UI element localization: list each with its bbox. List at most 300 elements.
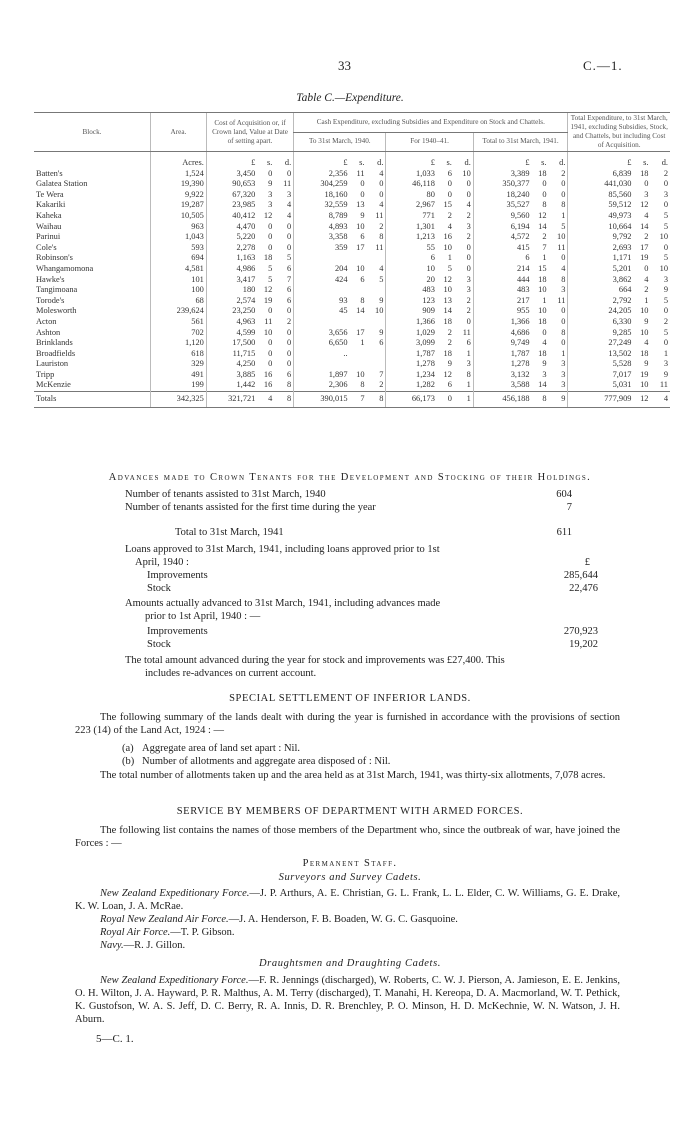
shillings-cell: 18 bbox=[538, 274, 547, 284]
block-name: Lauriston bbox=[36, 359, 69, 369]
navy-label: Navy. bbox=[100, 940, 124, 951]
nzef2-names: —F. R. Jennings (discharged), W. Roberts, C. W. J. Pierson, A. Jamieson, E. E. Jenkins, O. H. Wilton, J. A. Hayward, P. R. Malthus, A. M. Terry (discharged), T. Manahi, H. Kereopa, D. A. Macmorland, W. T. Pethick, K. Gustofson, W. A. S. Jeff, D. C. Berry, R. A. Innis, D. R. Brenchley, P. O. Minson, H. D. McKechnie, W. N. Watson, J. H. Aburn. bbox=[75, 975, 621, 1025]
shillings-cell: 15 bbox=[443, 200, 452, 210]
pounds-cell: 1,029 bbox=[386, 328, 437, 339]
pence-cell: 0 bbox=[287, 168, 292, 178]
area-acres: 68 bbox=[151, 296, 207, 307]
pounds-cell: 11,715 bbox=[206, 349, 257, 360]
raf-entry bbox=[75, 926, 620, 939]
pounds-cell: 9,285 bbox=[568, 328, 634, 339]
pence-cell: 5 bbox=[379, 274, 384, 284]
shillings-cell: 5 bbox=[447, 263, 452, 273]
totals-to1940-shillings: 7 bbox=[350, 392, 367, 408]
shillings-cell: 1 bbox=[360, 338, 365, 348]
pence-cell: 4 bbox=[379, 168, 384, 178]
shillings-cell: 11 bbox=[356, 168, 365, 178]
table-row bbox=[34, 338, 670, 349]
pence-cell: 2 bbox=[561, 168, 566, 178]
shillings-cell: 9 bbox=[447, 359, 452, 369]
advances-total-line2: includes re-advances on current account. bbox=[145, 668, 317, 679]
block-name: Tripp bbox=[36, 369, 55, 379]
unit-pounds: £ bbox=[568, 152, 634, 169]
table-row bbox=[34, 380, 670, 391]
currency-symbol: £ bbox=[584, 557, 590, 568]
area-acres: 561 bbox=[151, 317, 207, 328]
totals-row bbox=[34, 392, 670, 408]
totals-to1940-pence: 8 bbox=[367, 392, 386, 408]
armed-forces-heading: SERVICE BY MEMBERS OF DEPARTMENT WITH ARMED FORCES. bbox=[176, 806, 524, 817]
pounds-cell: 4,686 bbox=[473, 328, 531, 339]
raf-label: Royal Air Force. bbox=[100, 927, 171, 938]
pence-cell: 0 bbox=[663, 179, 668, 189]
shillings-cell: 19 bbox=[263, 295, 273, 305]
totals-label: Totals bbox=[34, 392, 151, 408]
pounds-cell: .. bbox=[294, 349, 350, 360]
pounds-cell: 35,527 bbox=[473, 200, 531, 211]
pence-cell: 8 bbox=[561, 200, 566, 210]
block-name: Molesworth bbox=[36, 306, 77, 316]
table-row bbox=[34, 275, 670, 286]
pence-cell: 0 bbox=[287, 327, 292, 337]
shillings-cell: 0 bbox=[542, 179, 547, 189]
pounds-cell: 214 bbox=[473, 264, 531, 275]
table-row bbox=[34, 211, 670, 222]
pence-cell: 2 bbox=[379, 380, 384, 390]
pounds-cell: 20 bbox=[386, 275, 437, 286]
table-row bbox=[34, 317, 670, 328]
amounts-improvements-value: 270,923 bbox=[563, 626, 598, 637]
pounds-cell: 955 bbox=[473, 306, 531, 317]
pence-cell: 10 bbox=[557, 232, 566, 242]
pounds-cell: 1,301 bbox=[386, 222, 437, 233]
shillings-cell: 7 bbox=[542, 242, 547, 252]
area-acres: 963 bbox=[151, 222, 207, 233]
shillings-cell: 11 bbox=[264, 316, 273, 326]
table-row bbox=[34, 328, 670, 339]
pounds-cell: 49,973 bbox=[568, 211, 634, 222]
shillings-cell: 10 bbox=[640, 327, 649, 337]
unit-pounds: £ bbox=[473, 152, 531, 169]
pence-cell: 7 bbox=[379, 369, 384, 379]
pounds-cell: 24,205 bbox=[568, 306, 634, 317]
pence-cell: 4 bbox=[287, 200, 292, 210]
pence-cell: 6 bbox=[287, 263, 292, 273]
shillings-cell: 4 bbox=[644, 338, 649, 348]
pence-cell: 9 bbox=[663, 285, 668, 295]
special-item-a-label: (a) bbox=[122, 743, 134, 754]
pence-cell: 5 bbox=[663, 221, 668, 231]
pence-cell: 5 bbox=[663, 210, 668, 220]
pounds-cell: 1,442 bbox=[206, 380, 257, 391]
block-name: Ashton bbox=[36, 327, 61, 337]
pounds-cell: 59,512 bbox=[568, 200, 634, 211]
pence-cell: 0 bbox=[287, 242, 292, 252]
area-acres: 702 bbox=[151, 328, 207, 339]
shillings-cell: 14 bbox=[538, 221, 547, 231]
surveyors-heading: Surveyors and Survey Cadets. bbox=[278, 872, 422, 883]
pence-cell: 10 bbox=[462, 168, 471, 178]
shillings-cell: 8 bbox=[542, 200, 547, 210]
shillings-cell: 18 bbox=[263, 253, 273, 263]
table-row bbox=[34, 200, 670, 211]
block-name: Kakariki bbox=[36, 200, 66, 210]
unit-pence: d. bbox=[559, 158, 566, 167]
pounds-cell: 1,366 bbox=[386, 317, 437, 328]
pence-cell: 0 bbox=[287, 221, 292, 231]
totals-for1940-pounds: 66,173 bbox=[386, 392, 437, 408]
pounds-cell: 45 bbox=[294, 306, 350, 317]
pounds-cell: 2,967 bbox=[386, 200, 437, 211]
shillings-cell: 10 bbox=[356, 221, 365, 231]
amounts-label-line2: prior to 1st April, 1940 : — bbox=[145, 611, 261, 622]
totals-cost-pounds: 321,721 bbox=[206, 392, 257, 408]
pence-cell: 1 bbox=[663, 348, 668, 358]
shillings-cell: 19 bbox=[640, 369, 649, 379]
special-item-b: Number of allotments and aggregate area disposed of : Nil. bbox=[142, 756, 391, 767]
shillings-cell: 3 bbox=[644, 189, 649, 199]
pence-cell: 3 bbox=[466, 221, 471, 231]
pounds-cell: 6 bbox=[386, 253, 437, 264]
pounds-cell: 483 bbox=[386, 285, 437, 296]
tenants-1940-label: Number of tenants assisted to 31st March, 1940 bbox=[125, 489, 326, 500]
table-row bbox=[34, 285, 670, 296]
totals-grand-pounds: 777,909 bbox=[568, 392, 634, 408]
nzef-draughtsmen-entry bbox=[75, 974, 620, 1026]
pence-cell: 0 bbox=[561, 306, 566, 316]
pounds-cell: 4,893 bbox=[294, 222, 350, 233]
shillings-cell: 12 bbox=[263, 210, 273, 220]
pence-cell: 6 bbox=[287, 285, 292, 295]
pounds-cell: 2,693 bbox=[568, 243, 634, 254]
pounds-cell: 5,031 bbox=[568, 380, 634, 391]
shillings-cell: 9 bbox=[542, 359, 547, 369]
shillings-cell: 0 bbox=[268, 306, 273, 316]
header-total: Total Expenditure, to 31st March, 1941, excluding Subsidies, Stock, and Chattels, but including Cost of Acquisition. bbox=[568, 113, 670, 152]
shillings-cell: 0 bbox=[268, 232, 273, 242]
totals-cost-shillings: 4 bbox=[257, 392, 274, 408]
pounds-cell: 10 bbox=[386, 264, 437, 275]
pounds-cell: 6,194 bbox=[473, 222, 531, 233]
pence-cell: 8 bbox=[561, 274, 566, 284]
pence-cell: 11 bbox=[375, 242, 384, 252]
units-row bbox=[34, 152, 670, 169]
block-name: Broadfields bbox=[36, 348, 76, 358]
pounds-cell: 5,220 bbox=[206, 232, 257, 243]
pence-cell: 3 bbox=[466, 285, 471, 295]
pounds-cell: 85,560 bbox=[568, 190, 634, 201]
shillings-cell: 10 bbox=[538, 285, 547, 295]
pence-cell: 5 bbox=[287, 253, 292, 263]
shillings-cell: 1 bbox=[447, 253, 452, 263]
pence-cell: 0 bbox=[379, 189, 384, 199]
area-acres: 19,390 bbox=[151, 179, 207, 190]
pence-cell: 3 bbox=[663, 274, 668, 284]
shillings-cell: 12 bbox=[538, 210, 547, 220]
shillings-cell: 16 bbox=[263, 380, 273, 390]
special-closing: The total number of allotments taken up and the area held as at 31st March, 1941, was thirty-six allotments, 7,078 acres. bbox=[100, 770, 606, 781]
shillings-cell: 9 bbox=[644, 359, 649, 369]
pence-cell: 0 bbox=[663, 242, 668, 252]
unit-shillings: s. bbox=[266, 158, 273, 167]
pence-cell: 5 bbox=[663, 253, 668, 263]
pounds-cell: 9,560 bbox=[473, 211, 531, 222]
block-name: Kaheka bbox=[36, 210, 62, 220]
pounds-cell: 444 bbox=[473, 275, 531, 286]
shillings-cell: 9 bbox=[360, 210, 365, 220]
shillings-cell: 2 bbox=[542, 232, 547, 242]
pence-cell: 6 bbox=[466, 338, 471, 348]
shillings-cell: 17 bbox=[356, 327, 365, 337]
block-name: Cole's bbox=[36, 242, 57, 252]
pounds-cell: 483 bbox=[473, 285, 531, 296]
shillings-cell: 10 bbox=[356, 369, 365, 379]
pence-cell: 0 bbox=[561, 316, 566, 326]
totals-area: 342,325 bbox=[151, 392, 207, 408]
pounds-cell: 1,787 bbox=[386, 349, 437, 360]
unit-pence: d. bbox=[464, 158, 471, 167]
shillings-cell: 14 bbox=[356, 306, 365, 316]
shillings-cell: 18 bbox=[640, 168, 649, 178]
pounds-cell: 6 bbox=[473, 253, 531, 264]
pence-cell: 6 bbox=[287, 295, 292, 305]
block-name: Whangamomona bbox=[36, 263, 94, 273]
pence-cell: 5 bbox=[663, 295, 668, 305]
pounds-cell: 3,132 bbox=[473, 370, 531, 381]
header-for-1940-41: For 1940–41. bbox=[386, 132, 473, 152]
shillings-cell: 1 bbox=[542, 295, 547, 305]
pounds-cell: 2,792 bbox=[568, 296, 634, 307]
pounds-cell: 304,259 bbox=[294, 179, 350, 190]
shillings-cell: 2 bbox=[447, 210, 452, 220]
shillings-cell: 3 bbox=[542, 369, 547, 379]
pence-cell: 0 bbox=[561, 253, 566, 263]
pounds-cell: 3,450 bbox=[206, 169, 257, 180]
shillings-cell: 4 bbox=[542, 338, 547, 348]
tenants-total-label: Total to 31st March, 1941 bbox=[175, 527, 284, 538]
pence-cell: 3 bbox=[466, 274, 471, 284]
header-block: Block. bbox=[34, 113, 151, 152]
pounds-cell: 18,240 bbox=[473, 190, 531, 201]
shillings-cell: 9 bbox=[268, 179, 273, 189]
unit-pounds: £ bbox=[386, 152, 437, 169]
header-area: Area. bbox=[151, 113, 207, 152]
table-row bbox=[34, 243, 670, 254]
pounds-cell: 90,653 bbox=[206, 179, 257, 190]
table-row bbox=[34, 359, 670, 370]
pence-cell bbox=[367, 253, 386, 264]
pence-cell: 4 bbox=[379, 200, 384, 210]
header-cash-group: Cash Expenditure, excluding Subsidies and Expenditure on Stock and Chattels. bbox=[294, 113, 568, 133]
pence-cell: 3 bbox=[561, 369, 566, 379]
totals-grand-pence: 4 bbox=[650, 392, 670, 408]
shillings-cell: 0 bbox=[268, 242, 273, 252]
pence-cell: 4 bbox=[287, 210, 292, 220]
table-row bbox=[34, 222, 670, 233]
pounds-cell: 359 bbox=[294, 243, 350, 254]
pence-cell: 0 bbox=[663, 338, 668, 348]
pence-cell: 0 bbox=[466, 316, 471, 326]
shillings-cell: 10 bbox=[640, 306, 649, 316]
area-acres: 4,581 bbox=[151, 264, 207, 275]
pounds-cell: 204 bbox=[294, 264, 350, 275]
unit-shillings: s. bbox=[643, 158, 649, 167]
pounds-cell: 1,234 bbox=[386, 370, 437, 381]
shillings-cell bbox=[350, 253, 367, 264]
pounds-cell: 1,171 bbox=[568, 253, 634, 264]
shillings-cell: 0 bbox=[644, 263, 649, 273]
pounds-cell bbox=[294, 253, 350, 264]
shillings-cell: 18 bbox=[443, 348, 452, 358]
pence-cell: 10 bbox=[659, 263, 668, 273]
pounds-cell: 6,330 bbox=[568, 317, 634, 328]
loans-improvements-label: Improvements bbox=[147, 570, 208, 581]
block-name: Batten's bbox=[36, 168, 63, 178]
area-acres: 618 bbox=[151, 349, 207, 360]
pounds-cell: 1,213 bbox=[386, 232, 437, 243]
table-row bbox=[34, 370, 670, 381]
pounds-cell: 80 bbox=[386, 190, 437, 201]
pence-cell: 10 bbox=[375, 306, 384, 316]
pounds-cell: 93 bbox=[294, 296, 350, 307]
pence-cell: 6 bbox=[379, 338, 384, 348]
shillings-cell: 4 bbox=[447, 221, 452, 231]
pence-cell: 0 bbox=[287, 348, 292, 358]
shillings-cell: 3 bbox=[268, 189, 273, 199]
nzef-surveyors-entry bbox=[75, 887, 620, 913]
loans-improvements-value: 285,644 bbox=[563, 570, 598, 581]
expenditure-table bbox=[34, 112, 670, 408]
tenants-first-label: Number of tenants assisted for the first time during the year bbox=[125, 502, 376, 513]
pounds-cell: 1,282 bbox=[386, 380, 437, 391]
pence-cell: 0 bbox=[379, 179, 384, 189]
pence-cell: 3 bbox=[466, 359, 471, 369]
shillings-cell: 0 bbox=[447, 179, 452, 189]
shillings-cell: 8 bbox=[360, 380, 365, 390]
shillings-cell: 1 bbox=[542, 253, 547, 263]
pence-cell: 9 bbox=[379, 295, 384, 305]
shillings-cell: 8 bbox=[360, 295, 365, 305]
block-name: Acton bbox=[36, 316, 57, 326]
pence-cell: 3 bbox=[561, 380, 566, 390]
pence-cell: 2 bbox=[466, 306, 471, 316]
loans-stock-label: Stock bbox=[147, 583, 171, 594]
raf-names: —T. P. Gibson. bbox=[170, 927, 235, 938]
navy-entry bbox=[75, 939, 620, 952]
loans-stock-value: 22,476 bbox=[569, 583, 598, 594]
block-name: Brinklands bbox=[36, 338, 73, 348]
pence-cell: 3 bbox=[663, 359, 668, 369]
area-acres: 19,287 bbox=[151, 200, 207, 211]
pence-cell: 0 bbox=[466, 253, 471, 263]
pence-cell: 8 bbox=[287, 380, 292, 390]
totals-to1941-pounds: 456,188 bbox=[473, 392, 531, 408]
nzef-label: New Zealand Expeditionary Force. bbox=[100, 888, 250, 899]
pence-cell: 11 bbox=[375, 210, 384, 220]
rnzaf-label: Royal New Zealand Air Force. bbox=[100, 914, 229, 925]
area-acres: 10,505 bbox=[151, 211, 207, 222]
pence-cell bbox=[367, 359, 386, 370]
shillings-cell: 0 bbox=[268, 338, 273, 348]
shillings-cell: 10 bbox=[538, 306, 547, 316]
pounds-cell: 5,201 bbox=[568, 264, 634, 275]
pounds-cell: 664 bbox=[568, 285, 634, 296]
amounts-stock-value: 19,202 bbox=[569, 639, 598, 650]
pounds-cell: 23,250 bbox=[206, 306, 257, 317]
pounds-cell: 2,574 bbox=[206, 296, 257, 307]
pence-cell: 5 bbox=[561, 221, 566, 231]
pence-cell: 9 bbox=[663, 369, 668, 379]
shillings-cell: 9 bbox=[644, 316, 649, 326]
shillings-cell: 14 bbox=[443, 306, 452, 316]
pence-cell: 1 bbox=[561, 348, 566, 358]
pounds-cell: 2,278 bbox=[206, 243, 257, 254]
block-name: Hawke's bbox=[36, 274, 65, 284]
shillings-cell: 0 bbox=[360, 189, 365, 199]
totals-cost-pence: 8 bbox=[274, 392, 293, 408]
pence-cell bbox=[367, 285, 386, 296]
pence-cell: 10 bbox=[659, 232, 668, 242]
pence-cell: 0 bbox=[561, 338, 566, 348]
pounds-cell: 9,749 bbox=[473, 338, 531, 349]
pence-cell: 0 bbox=[466, 242, 471, 252]
table-row bbox=[34, 253, 670, 264]
tenants-total-value: 611 bbox=[556, 527, 572, 538]
shillings-cell: 10 bbox=[443, 242, 452, 252]
pounds-cell: 10,664 bbox=[568, 222, 634, 233]
shillings-cell: 2 bbox=[644, 285, 649, 295]
shillings-cell: 6 bbox=[447, 168, 452, 178]
block-name: Galatea Station bbox=[36, 179, 88, 189]
pence-cell: 2 bbox=[466, 295, 471, 305]
pounds-cell: 40,412 bbox=[206, 211, 257, 222]
shillings-cell: 17 bbox=[640, 242, 649, 252]
unit-shillings: s. bbox=[446, 158, 452, 167]
area-acres: 100 bbox=[151, 285, 207, 296]
block-name: Parinui bbox=[36, 232, 61, 242]
table-row bbox=[34, 232, 670, 243]
pence-cell: 8 bbox=[466, 369, 471, 379]
pence-cell: 0 bbox=[287, 359, 292, 369]
pence-cell: 0 bbox=[466, 189, 471, 199]
shillings-cell bbox=[350, 359, 367, 370]
pounds-cell: 123 bbox=[386, 296, 437, 307]
shillings-cell: 2 bbox=[447, 338, 452, 348]
pence-cell: 0 bbox=[466, 179, 471, 189]
pence-cell: 0 bbox=[663, 306, 668, 316]
pounds-cell: 4,599 bbox=[206, 328, 257, 339]
table-row bbox=[34, 306, 670, 317]
pence-cell bbox=[367, 349, 386, 360]
table-row bbox=[34, 190, 670, 201]
shillings-cell: 16 bbox=[443, 232, 452, 242]
pounds-cell: 1,163 bbox=[206, 253, 257, 264]
pounds-cell: 3,417 bbox=[206, 275, 257, 286]
shillings-cell: 0 bbox=[268, 221, 273, 231]
pounds-cell: 3,885 bbox=[206, 370, 257, 381]
shillings-cell: 18 bbox=[640, 348, 649, 358]
unit-pence: d. bbox=[284, 158, 292, 167]
pounds-cell: 55 bbox=[386, 243, 437, 254]
shillings-cell: 12 bbox=[640, 200, 649, 210]
pounds-cell: 2,306 bbox=[294, 380, 350, 391]
shillings-cell: 2 bbox=[644, 232, 649, 242]
pence-cell: 0 bbox=[466, 263, 471, 273]
document-reference: C.—1. bbox=[583, 58, 623, 73]
pounds-cell: 6,839 bbox=[568, 169, 634, 180]
pounds-cell: 3,099 bbox=[386, 338, 437, 349]
table-row bbox=[34, 179, 670, 190]
advances-heading: Advances made to Crown Tenants for the Development and Stocking of their Holdings. bbox=[108, 472, 592, 483]
